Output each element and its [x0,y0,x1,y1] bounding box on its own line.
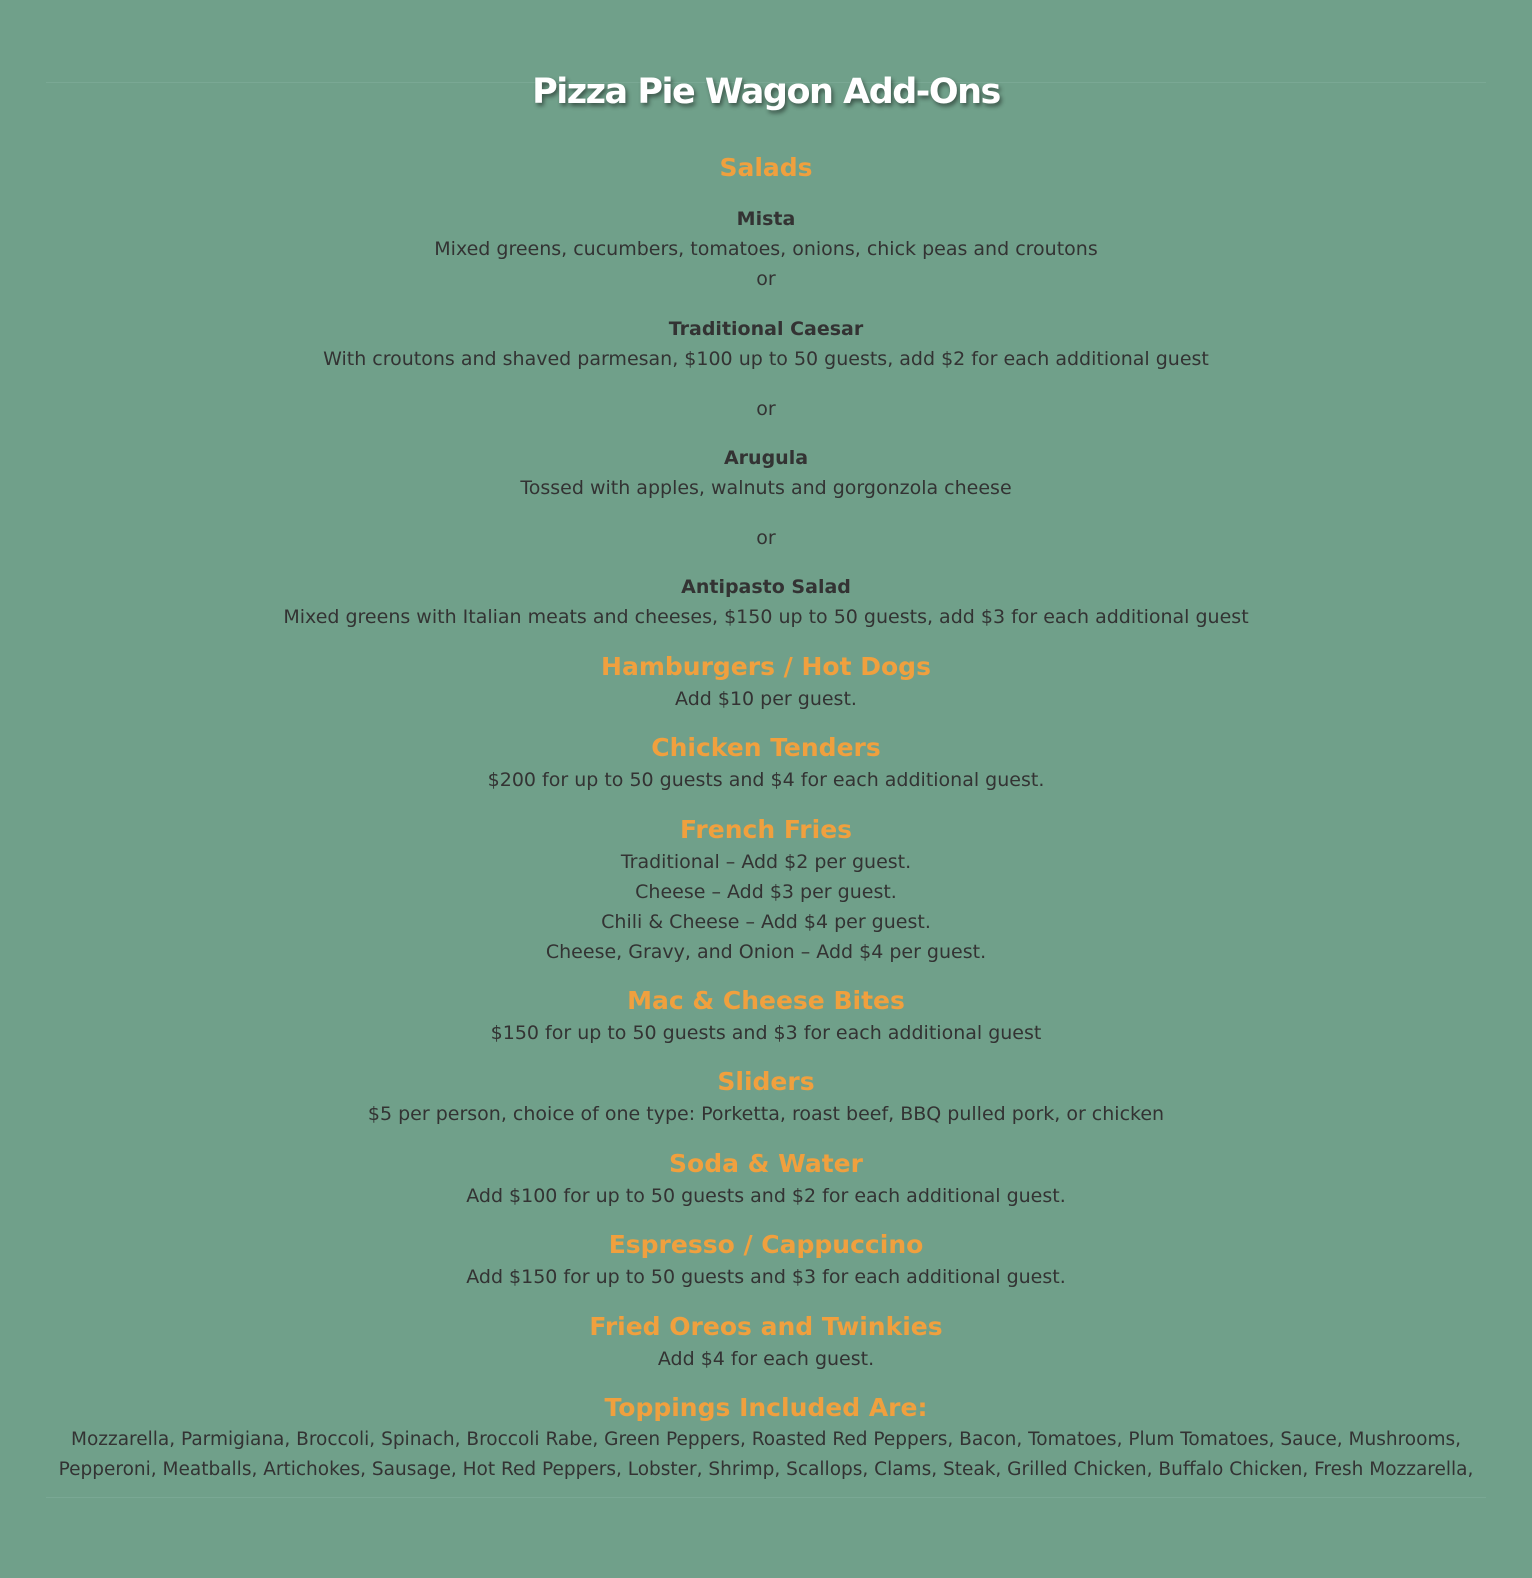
section-desc-sliders: $5 per person, choice of one type: Porketta, roast beef, BBQ pulled pork, or chicken [367,1103,1165,1125]
section-heading-espresso: Espresso / Cappuccino [608,1230,924,1259]
section-heading-sliders: Sliders [717,1067,815,1096]
or-separator: or [756,398,776,420]
page-title: Pizza Pie Wagon Add-Ons [532,72,1000,112]
section-desc-soda: Add $100 for up to 50 guests and $2 for each additional guest. [466,1185,1066,1207]
section-heading-salads: Salads [719,153,813,182]
item-name-caesar: Traditional Caesar [668,318,864,340]
section-heading-toppings: Toppings Included Are: [604,1393,928,1422]
section-heading-soda: Soda & Water [669,1149,863,1178]
or-separator: or [756,268,776,290]
section-desc-mac: $150 for up to 50 guests and $3 for each additional guest [490,1022,1042,1044]
fries-option: Chili & Cheese – Add $4 per guest. [601,911,931,933]
item-desc-mista: Mixed greens, cucumbers, tomatoes, onions, chick peas and croutons [434,238,1098,260]
section-heading-fries: French Fries [679,815,853,844]
fries-option: Cheese – Add $3 per guest. [635,881,897,903]
toppings-list-line: Pepperoni, Meatballs, Artichokes, Sausage, Hot Red Peppers, Lobster, Shrimp, Scallops, Clams, Steak, Grilled Chicken, Buffalo Chicken, Fresh Mozzarella, [58,1459,1474,1480]
fries-option: Cheese, Gravy, and Onion – Add $4 per guest. [545,941,987,963]
fries-option: Traditional – Add $2 per guest. [620,851,912,873]
section-desc-chicken: $200 for up to 50 guests and $4 for each additional guest. [487,769,1045,791]
item-name-mista: Mista [736,208,796,230]
item-desc-antipasto: Mixed greens with Italian meats and cheeses, $150 up to 50 guests, add $3 for each additional guest [283,606,1249,628]
section-heading-mac: Mac & Cheese Bites [627,986,905,1015]
section-heading-hamburgers: Hamburgers / Hot Dogs [601,652,931,681]
section-desc-oreos: Add $4 for each guest. [657,1348,875,1370]
or-separator: or [756,527,776,549]
toppings-list-line: Mozzarella, Parmigiana, Broccoli, Spinach, Broccoli Rabe, Green Peppers, Roasted Red Peppers, Bacon, Tomatoes, Plum Tomatoes, Sauce, Mushrooms, [71,1429,1461,1450]
section-heading-oreos: Fried Oreos and Twinkies [589,1312,943,1341]
item-desc-caesar: With croutons and shaved parmesan, $100 up to 50 guests, add $2 for each additional guest [323,348,1209,370]
section-desc-hamburgers: Add $10 per guest. [675,688,857,710]
item-desc-arugula: Tossed with apples, walnuts and gorgonzola cheese [520,477,1012,499]
section-heading-chicken: Chicken Tenders [651,733,881,762]
section-desc-espresso: Add $150 for up to 50 guests and $3 for each additional guest. [466,1266,1066,1288]
item-name-antipasto: Antipasto Salad [681,576,851,598]
item-name-arugula: Arugula [723,447,809,469]
